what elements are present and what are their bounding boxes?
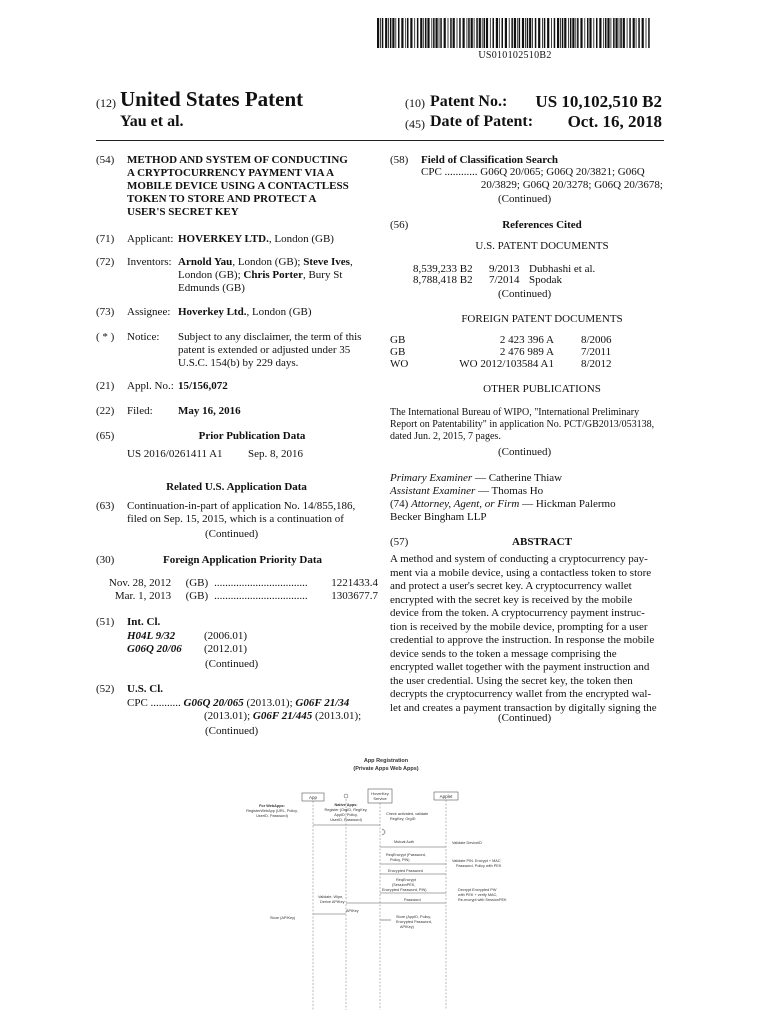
abstract-continued: (Continued): [498, 712, 552, 724]
abstract-line: device from the token. A cryptocurrency payment instruc-: [390, 607, 645, 619]
priority-country: (GB): [185, 577, 209, 589]
refs-heading: References Cited: [502, 219, 582, 231]
abstract-code: (57): [390, 536, 409, 548]
us-docs-list: [413, 264, 663, 286]
us-doc-number: 8,788,418 B2: [413, 274, 473, 286]
assistant-examiner-label: Assistant Examiner: [390, 485, 476, 497]
foreign-heading: Foreign Application Priority Data: [163, 554, 322, 566]
inventor-text: London (GB);: [178, 269, 244, 281]
diagram-subtitle: (Private Apps Web Apps): [353, 766, 419, 772]
title-line: MOBILE DEVICE USING A CONTACTLESS: [127, 180, 349, 192]
foreign-docs-heading: FOREIGN PATENT DOCUMENTS: [461, 313, 623, 325]
native-detail: UserID, Password): [330, 818, 362, 822]
us-docs-heading: U.S. PATENT DOCUMENTS: [475, 240, 609, 252]
int-cl-class: G06Q 20/06: [127, 643, 182, 655]
validate-pin-label: Validate PIN. Encrypt + MAC: [452, 859, 501, 863]
appl-no-value: 15/156,072: [178, 380, 228, 392]
abstract-text: [390, 553, 665, 715]
abstract-line: encrypted wallet together with the payment instruction and: [390, 661, 650, 673]
inventor-name: Steve Ives: [303, 256, 350, 268]
code-12: (12): [96, 96, 116, 110]
int-cl-row: [127, 630, 377, 643]
native-apps-label: Native Apps:: [334, 803, 358, 807]
abstract-line: and protect a user's secret key. A cryptocurrency wallet: [390, 580, 632, 592]
other-pubs-continued: (Continued): [498, 446, 552, 458]
inventor-name: Arnold Yau: [178, 256, 233, 268]
code-10: (10): [405, 96, 425, 110]
priority-date: Nov. 28, 2012: [108, 577, 172, 589]
assignee-name: Hoverkey Ltd.: [178, 306, 247, 318]
check-label: Check activated, validate: [386, 812, 429, 816]
us-doc-date: 7/2014: [489, 274, 520, 286]
actor-icon: [344, 794, 348, 798]
inventor-text: , Bury St: [302, 269, 343, 281]
store-label: APIKey): [400, 925, 414, 929]
filed-code: (22): [96, 405, 115, 417]
notice-line: Subject to any disclaimer, the term of this: [178, 331, 362, 343]
barcode: [377, 18, 653, 48]
foreign-doc-country: WO: [390, 358, 409, 370]
password-label: Password: [404, 898, 421, 902]
notice-line: U.S.C. 154(b) by 229 days.: [178, 357, 299, 369]
examiners: [390, 472, 665, 524]
lane-applet-label: Applet: [439, 794, 453, 799]
arrow-self-check: [382, 829, 385, 835]
related-line: Continuation-in-part of application No. 14/855,186,: [127, 500, 356, 512]
title-line: A CRYPTOCURRENCY PAYMENT VIA A: [127, 167, 335, 179]
inventor-short: Yau et al.: [120, 113, 184, 130]
foreign-doc-row: [390, 346, 665, 358]
applicant-name: HOVERKEY LTD.: [178, 233, 269, 245]
foreign-code: (30): [96, 554, 115, 566]
abstract-line: credential to approve the instruction. In response the mobile: [390, 634, 655, 646]
foreign-priority-row: [96, 590, 378, 603]
store-label: Store (AppID, Policy,: [396, 915, 431, 919]
primary-examiner-label: Primary Examiner: [390, 472, 473, 484]
cpc-class: G06F 21/34: [295, 697, 350, 709]
int-cl-code: (51): [96, 616, 115, 628]
related-heading: Related U.S. Application Data: [166, 481, 307, 493]
int-cl-version: (2012.01): [204, 643, 248, 655]
patent-no-label: Patent No.:: [430, 93, 508, 110]
abstract-line: A method and system of conducting a cryptocurrency pay-: [390, 553, 648, 565]
cpc-label: CPC: [127, 697, 148, 709]
other-pubs-heading: OTHER PUBLICATIONS: [483, 383, 601, 395]
validate-wipe-label: Validate, Wipe,: [318, 895, 344, 899]
notice-code: ( * ): [96, 331, 115, 343]
notice-label: Notice:: [127, 331, 160, 343]
reqencrypt-label: ReqEncrypt (Password,: [386, 853, 426, 857]
notice-line: patent is extended or adjusted under 35: [178, 344, 351, 356]
attorney: — Hickman Palermo: [519, 498, 616, 510]
abstract-line: tion is received by the mobile device, prompting for a user: [390, 620, 648, 633]
for-webapps-label: For WebApps:: [259, 804, 285, 808]
header-divider: [96, 140, 664, 141]
us-cl-label: U.S. Cl.: [127, 683, 164, 695]
title-code: (54): [96, 154, 115, 166]
foreign-docs-list: [390, 334, 665, 370]
validate-wipe-label: Derive APIKey: [320, 900, 345, 904]
priority-number: 1303677.7: [331, 590, 378, 602]
filed-label: Filed:: [127, 405, 153, 417]
reqencrypt-label: Encrypted Password, PIN): [382, 888, 427, 892]
decrypt-label: with PEK + verify MAC,: [458, 893, 498, 897]
appl-no-code: (21): [96, 380, 115, 392]
notice-text: [178, 331, 378, 370]
lane-service-label-2: Service: [373, 796, 387, 801]
other-pub-line: dated Jun. 2, 2015, 7 pages.: [390, 431, 501, 442]
decrypt-label: Decrypt Encrypted PW: [458, 888, 497, 892]
us-doc-number: 8,539,233 B2: [413, 263, 473, 275]
cpc-class: G06F 21/445: [252, 710, 313, 722]
inventor-text: ,: [349, 256, 353, 268]
title-line: USER'S SECRET KEY: [127, 206, 239, 218]
foreign-doc-date: 7/2011: [581, 346, 612, 358]
us-cl-text: [127, 697, 387, 723]
native-detail: AppID, Policy,: [334, 813, 358, 817]
attorney-line2: Becker Bingham LLP: [390, 511, 487, 523]
code-45: (45): [405, 117, 425, 131]
prior-pub-date: Sep. 8, 2016: [248, 448, 303, 460]
refs-code: (56): [390, 219, 409, 231]
patent-title: [127, 154, 377, 219]
inventors-label: Inventors:: [127, 256, 172, 268]
other-pub-line: Report on Patentability" in application No. PCT/GB2013/053138,: [390, 419, 655, 430]
field-heading: Field of Classification Search: [421, 154, 558, 166]
inventor-name: Chris Porter: [243, 269, 303, 281]
prior-pub-heading: Prior Publication Data: [198, 430, 306, 442]
priority-number: 1221433.4: [331, 577, 378, 589]
mutual-auth-label: Mutual Auth: [394, 840, 415, 844]
foreign-doc-number: 2 476 989 A: [499, 346, 554, 358]
foreign-doc-number: 2 423 396 A: [499, 334, 554, 346]
lane-app-label: App: [308, 795, 318, 800]
assignee-value: [178, 306, 312, 319]
cpc-version: (2013.01);: [312, 710, 362, 722]
reqencrypt-label: ReqEncrypt: [396, 878, 416, 882]
related-continued: (Continued): [205, 528, 259, 540]
cpc-version: (2013.01);: [204, 710, 253, 722]
int-cl-version: (2006.01): [204, 630, 248, 642]
lane-service-label-1: HoverKey: [371, 791, 389, 796]
us-doc-date: 9/2013: [489, 263, 520, 275]
applicant-value: [178, 233, 334, 246]
assignee-label: Assignee:: [127, 306, 171, 318]
foreign-priority-row: [96, 577, 378, 590]
sequence-diagram: [236, 755, 536, 1015]
attorney-code: (74): [390, 498, 409, 510]
related-text: [127, 500, 377, 526]
applicant-code: (71): [96, 233, 115, 245]
foreign-doc-row: [390, 334, 665, 346]
int-cl-label: Int. Cl.: [127, 616, 161, 628]
foreign-doc-country: GB: [390, 334, 406, 346]
inventor-text: , London (GB);: [232, 256, 304, 268]
applicant-location: , London (GB): [268, 233, 334, 245]
us-cl-code: (52): [96, 683, 115, 695]
patent-date: Oct. 16, 2018: [567, 112, 662, 131]
field-line: G06Q 20/065; G06Q 20/3821; G06Q: [480, 166, 645, 178]
priority-date: Mar. 1, 2013: [114, 590, 172, 602]
barcode-number: US010102510B2: [478, 50, 552, 61]
abstract-line: let and creates a payment transaction by digitally signing the: [390, 701, 657, 714]
attorney-label: Attorney, Agent, or Firm: [411, 498, 520, 510]
assignee-location: , London (GB): [246, 306, 312, 318]
priority-country: (GB): [185, 590, 209, 602]
int-cl-row: [127, 643, 377, 656]
foreign-priority-list: [96, 577, 378, 603]
patent-number: US 10,102,510 B2: [535, 92, 662, 111]
date-label: Date of Patent:: [430, 113, 534, 130]
field-line: 20/3829; G06Q 20/3278; G06Q 20/3678;: [480, 179, 663, 191]
title-line: TOKEN TO STORE AND PROTECT A: [127, 193, 317, 205]
filed-value: May 16, 2016: [178, 405, 241, 417]
abstract-line: ment via a mobile device, using a contactless token to store: [390, 566, 652, 579]
leader-dots: ..................................: [214, 590, 308, 602]
apikey-label: APIKey: [346, 909, 359, 913]
int-cl-class: H04L 9/32: [127, 630, 176, 642]
applicant-label: Applicant:: [127, 233, 174, 245]
foreign-doc-date: 8/2006: [581, 334, 612, 346]
us-cl-continued: (Continued): [205, 725, 259, 737]
leader-dots: ............: [444, 166, 478, 178]
abstract-line: device sends to the token a message comprising the: [390, 647, 617, 660]
diagram-title: App Registration: [363, 758, 409, 764]
int-cl-list: [127, 630, 377, 656]
us-doc-name: Dubhashi et al.: [529, 263, 596, 275]
inventors-value: [178, 256, 378, 295]
abstract-line: encrypted with the secret key is received by the mobile: [390, 593, 633, 606]
leader-dots: ...........: [150, 697, 181, 709]
check-label: RegKey, OrgID: [390, 817, 416, 821]
decrypt-label: Re-encrypt with SessionPEK: [458, 898, 507, 902]
store-apikey-label: Store (APIKey): [270, 916, 296, 920]
reqencrypt-label: (SessionPEK,: [392, 883, 416, 887]
related-line: filed on Sep. 15, 2015, which is a continuation of: [127, 513, 344, 525]
field-text: [421, 166, 663, 192]
prior-pub-number: US 2016/0261411 A1: [127, 448, 223, 460]
leader-dots: ..................................: [214, 577, 308, 589]
prior-pub-code: (65): [96, 430, 115, 442]
webapps-detail: UserID, Password): [256, 814, 288, 818]
store-label: Encrypted Password,: [396, 920, 432, 924]
us-doc-row: [413, 275, 663, 286]
assignee-code: (73): [96, 306, 115, 318]
primary-examiner: — Catherine Thiaw: [472, 472, 563, 484]
foreign-doc-date: 8/2012: [581, 358, 612, 370]
abstract-line: the user credential. Using the secret key, the token then: [390, 674, 633, 687]
inventor-text: Edmunds (GB): [178, 282, 245, 294]
field-continued: (Continued): [498, 193, 552, 205]
reqencrypt-label: Policy, PIN): [390, 858, 410, 862]
int-cl-continued: (Continued): [205, 658, 259, 670]
other-pubs-text: [390, 407, 665, 443]
validate-device-label: Validate DeviceID: [452, 841, 482, 845]
encrypted-password-label: Encrypted Password: [388, 869, 423, 873]
appl-no-label: Appl. No.:: [127, 380, 174, 392]
abstract-heading: ABSTRACT: [512, 536, 572, 548]
us-docs-continued: (Continued): [498, 288, 552, 300]
foreign-doc-number: WO 2012/103584 A1: [459, 358, 554, 370]
validate-pin-label: Password, Policy with PEK: [456, 864, 502, 868]
other-pub-line: The International Bureau of WIPO, "International Preliminary: [390, 407, 640, 418]
document-type: United States Patent: [120, 87, 304, 111]
field-code: (58): [390, 154, 409, 166]
abstract-line: decrypts the cryptocurrency wallet from the encrypted wal-: [390, 688, 652, 700]
cpc-class: G06Q 20/065: [183, 697, 244, 709]
us-doc-name: Spodak: [529, 274, 562, 286]
cpc-version: (2013.01);: [243, 697, 296, 709]
foreign-doc-country: GB: [390, 346, 406, 358]
cpc-label: CPC: [421, 166, 442, 178]
related-code: (63): [96, 500, 115, 512]
title-line: METHOD AND SYSTEM OF CONDUCTING: [127, 154, 348, 166]
inventors-code: (72): [96, 256, 115, 268]
assistant-examiner: — Thomas Ho: [475, 485, 544, 497]
native-detail: Register (OrgID, RegKey,: [324, 808, 368, 812]
webapps-detail: RegisterWebApp (URL, Policy,: [246, 809, 298, 813]
foreign-doc-row: [390, 358, 665, 370]
